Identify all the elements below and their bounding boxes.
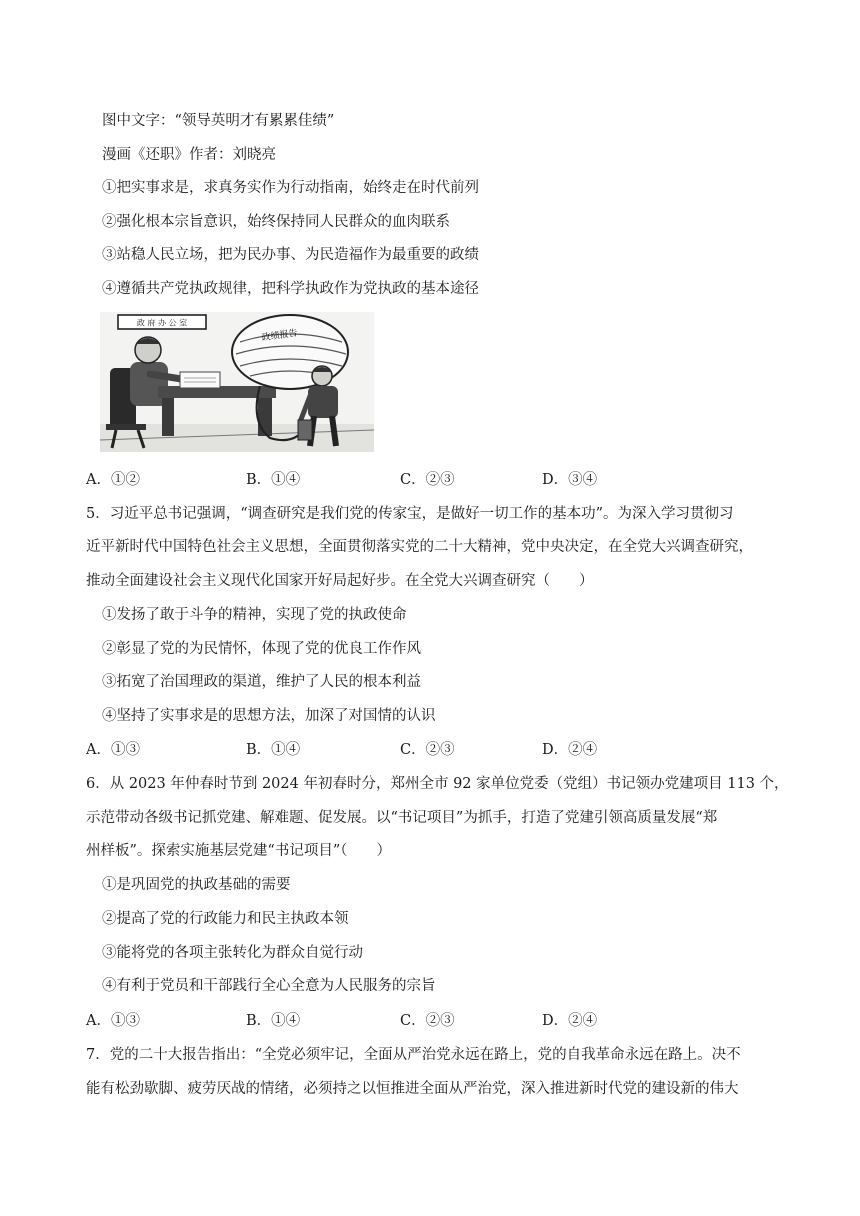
q5-stem-line-3: 推动全面建设社会主义现代化国家开好局起好步。在全党大兴调查研究（ ） [86, 573, 594, 589]
q4-option-c[interactable]: C．②③ [400, 472, 455, 488]
q5-option-d[interactable]: D．②④ [542, 742, 598, 758]
q5-statement-4: ④坚持了实事求是的思想方法，加深了对国情的认识 [102, 708, 436, 724]
q6-statement-1: ①是巩固党的执政基础的需要 [102, 877, 291, 893]
q5-option-c[interactable]: C．②③ [400, 742, 455, 758]
q4-statement-1: ①把实事求是，求真务实作为行动指南，始终走在时代前列 [102, 180, 479, 196]
q4-statement-3: ③站稳人民立场，把为民办事、为民造福作为最重要的政绩 [102, 247, 479, 263]
q6-stem-line-3: 州样板”。探索实施基层党建“书记项目”（ ） [86, 843, 391, 859]
q7-stem-line-1: 7．党的二十大报告指出：“全党必须牢记，全面从严治党永远在路上，党的自我革命永远在路上。决不 [86, 1047, 741, 1063]
q6-option-b[interactable]: B．①④ [246, 1013, 301, 1029]
q6-statement-4: ④有利于党员和干部践行全心全意为人民服务的宗旨 [102, 978, 436, 994]
q5-stem-line-2: 近平新时代中国特色社会主义思想，全面贯彻落实党的二十大精神，党中央决定，在全党大兴调查研究， [86, 539, 753, 555]
q6-stem-line-1: 6．从 2023 年仲春时节到 2024 年初春时分，郑州全市 92 家单位党委（党组）书记领办党建项目 113 个， [86, 776, 789, 792]
cartoon-banner-text: 政绩报告 [261, 328, 299, 344]
q7-stem-line-2: 能有松劲歇脚、疲劳厌战的情绪，必须持之以恒推进全面从严治党，深入推进新时代党的建设新的伟大 [86, 1081, 739, 1097]
q5-option-a[interactable]: A．①③ [86, 742, 140, 758]
q4-option-a[interactable]: A．①② [86, 472, 140, 488]
q5-option-b[interactable]: B．①④ [246, 742, 301, 758]
q6-option-c[interactable]: C．②③ [400, 1013, 455, 1029]
q4-option-d[interactable]: D．③④ [542, 472, 598, 488]
q4-statement-2: ②强化根本宗旨意识，始终保持同人民群众的血肉联系 [102, 214, 450, 230]
cartoon-caption-text: 图中文字：“领导英明才有累累佳绩” [102, 113, 335, 129]
q6-stem-line-2: 示范带动各级书记抓党建、解难题、促发展。以“书记项目”为抓手，打造了党建引领高质量发展“郑 [86, 810, 718, 826]
cartoon-image [100, 312, 374, 452]
q5-statement-2: ②彰显了党的为民情怀，体现了党的优良工作作风 [102, 641, 421, 657]
q5-statement-3: ③拓宽了治国理政的渠道，维护了人民的根本利益 [102, 674, 421, 690]
q6-statement-2: ②提高了党的行政能力和民主执政本领 [102, 911, 349, 927]
q5-stem-line-1: 5．习近平总书记强调，“调查研究是我们党的传家宝，是做好一切工作的基本功”。为深入学习贯彻习 [86, 506, 734, 522]
q6-option-a[interactable]: A．①③ [86, 1013, 140, 1029]
q4-statement-4: ④遵循共产党执政规律，把科学执政作为党执政的基本途径 [102, 281, 479, 297]
cartoon-wall-sign: 政 府 办 公 室 [136, 318, 188, 328]
q4-option-b[interactable]: B．①④ [246, 472, 301, 488]
q6-option-d[interactable]: D．②④ [542, 1013, 598, 1029]
q6-statement-3: ③能将党的各项主张转化为群众自觉行动 [102, 945, 363, 961]
q5-statement-1: ①发扬了敢于斗争的精神，实现了党的执政使命 [102, 607, 407, 623]
cartoon-caption-author: 漫画《还职》作者：刘晓亮 [102, 147, 276, 163]
